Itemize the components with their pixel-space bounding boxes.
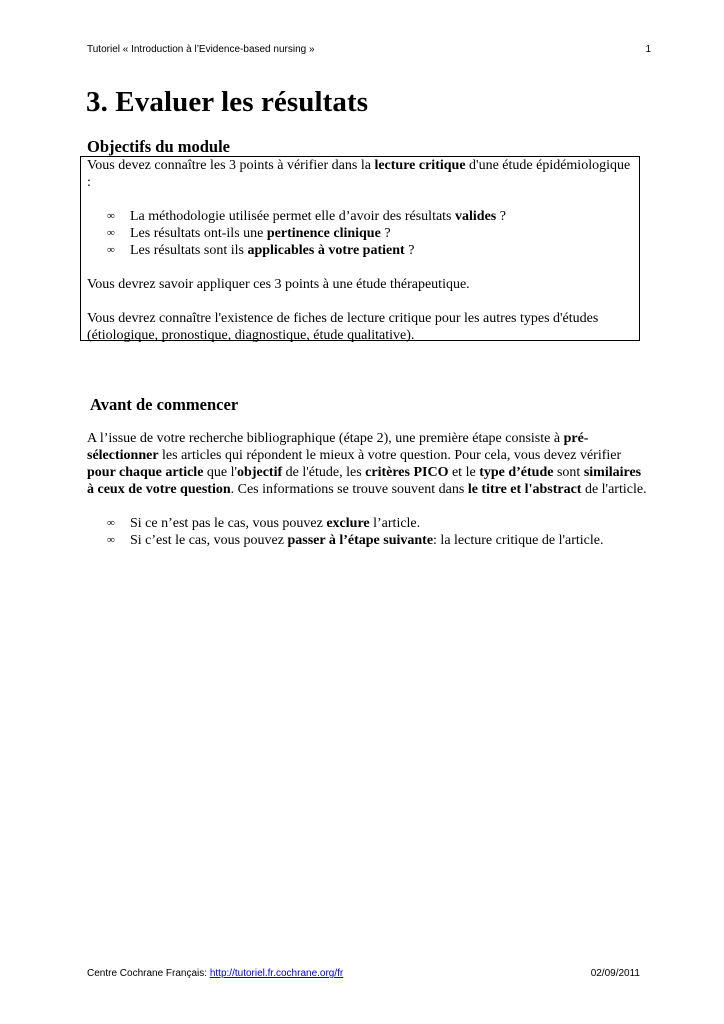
objectives-para-3: Vous devrez connaître l'existence de fiches de lecture critique pour les autres types d'études (étiologique, pronostique, diagnostique, étude qualitative). (87, 311, 599, 343)
footer-link[interactable]: http://tutoriel.fr.cochrane.org/fr (209, 968, 344, 979)
page-header (87, 44, 651, 55)
objectives-box (80, 156, 640, 341)
footer-org: Centre Cochrane Français: (87, 968, 210, 979)
page-number: 1 (645, 44, 651, 55)
objectives-intro: Vous devez connaître les 3 points à vérifier dans la lecture critique d'une étude épidémiologique : (87, 158, 631, 190)
footer-date: 02/09/2011 (590, 968, 640, 979)
bullet-icon: ∞ (107, 210, 115, 222)
list-item: ∞ Si c’est le cas, vous pouvez passer à l’étape suivante: la lecture critique de l'article. (107, 533, 604, 548)
page-title: 3. Evaluer les résultats (86, 86, 369, 118)
avant-list (87, 515, 647, 549)
avant-heading: Avant de commencer (90, 395, 239, 414)
objectives-heading: Objectifs du module (87, 137, 231, 156)
list-item: ∞ Les résultats sont ils applicables à votre patient ? (107, 243, 415, 258)
header-title: Tutoriel « Introduction à l’Evidence-based nursing » (87, 44, 315, 55)
objectives-para-2: Vous devrez savoir appliquer ces 3 points à une étude thérapeutique. (87, 277, 470, 292)
bullet-icon: ∞ (107, 227, 115, 239)
list-item: ∞ Les résultats ont-ils une pertinence clinique ? (107, 226, 391, 241)
avant-paragraph: A l’issue de votre recherche bibliographique (étape 2), une première étape consiste à pré-sélectionner les articles qui répondent le mieux à votre question. Pour cela, vous devez vérifier pour chaque article que l'objectif de l'étude, les critères PICO et le type d’étude sont similaires à ceux de votre question. Ces informations se trouve souvent dans le titre et l'abstract de l'article. (87, 431, 647, 497)
avant-section (87, 430, 647, 549)
bullet-icon: ∞ (107, 244, 115, 256)
list-item: ∞ Si ce n’est pas le cas, vous pouvez exclure l’article. (107, 516, 421, 531)
list-item: ∞ La méthodologie utilisée permet elle d’avoir des résultats valides ? (107, 209, 506, 224)
bullet-icon: ∞ (107, 517, 115, 529)
bullet-icon: ∞ (107, 534, 115, 546)
page-footer (87, 968, 640, 979)
objectives-list (87, 208, 633, 259)
